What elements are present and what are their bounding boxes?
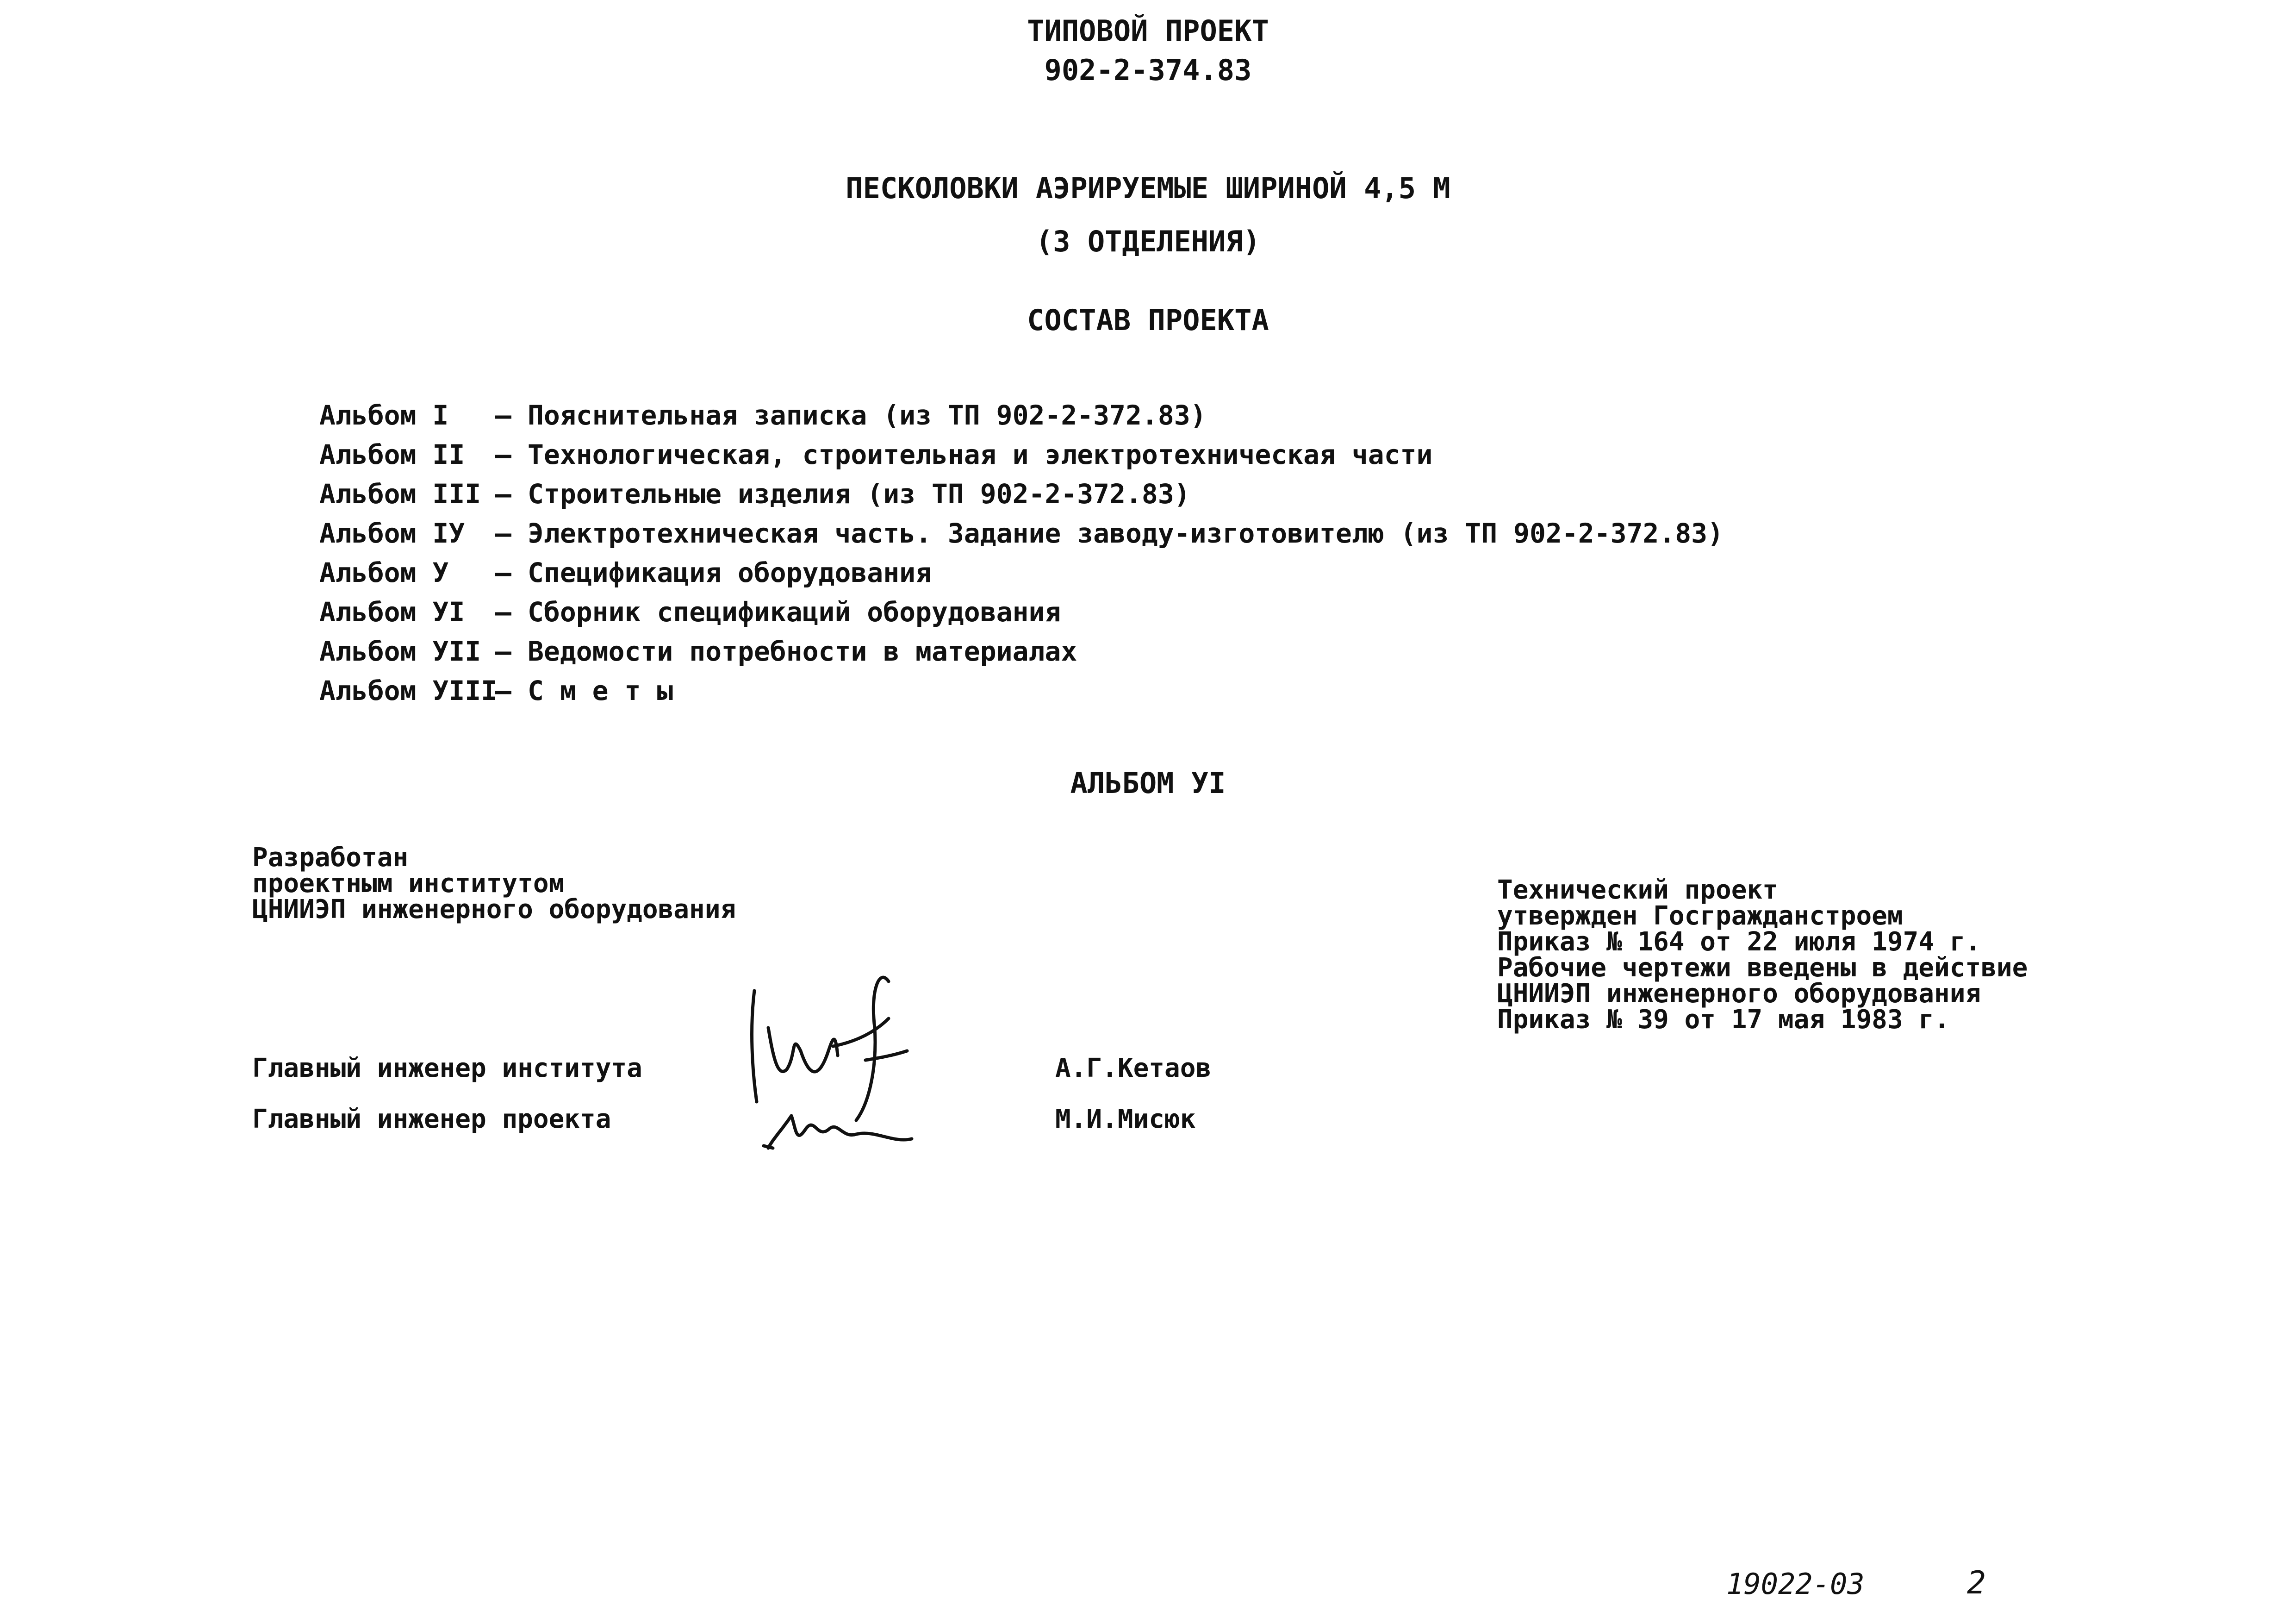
album-text: С м е т ы	[528, 675, 673, 706]
album-text: Спецификация оборудования	[528, 557, 932, 588]
project-title: ПЕСКОЛОВКИ АЭРИРУЕМЫЕ ШИРИНОЙ 4,5 М	[846, 171, 1450, 205]
project-number: 902-2-374.83	[1044, 53, 1252, 87]
document-number: 19022-03	[1726, 1567, 1865, 1601]
signature-stroke	[768, 1116, 912, 1148]
album-row: Альбом УIII – С м е т ы	[319, 671, 1724, 711]
album-text: Строительные изделия (из ТП 902-2-372.83)	[528, 478, 1190, 510]
album-row: Альбом У – Спецификация оборудования	[319, 553, 1724, 593]
signatory-role: Главный инженер проекта	[252, 1104, 611, 1134]
album-label: Альбом I	[319, 400, 449, 431]
approval-line: Приказ № 39 от 17 мая 1983 г.	[1497, 1005, 1950, 1035]
album-label: Альбом III	[319, 478, 481, 510]
signature-stroke	[833, 1018, 889, 1046]
approval-line: Технический проект	[1497, 875, 1778, 905]
album-list	[319, 396, 1724, 711]
signature-stroke	[856, 977, 889, 1120]
developer-line: Разработан	[252, 843, 409, 873]
selected-album-heading: АЛЬБОМ УI	[1070, 766, 1226, 800]
developer-line: проектным институтом	[252, 868, 565, 899]
album-row: Альбом УII – Ведомости потребности в материалах	[319, 632, 1724, 671]
project-type-heading: ТИПОВОЙ ПРОЕКТ	[1027, 14, 1269, 48]
approval-line: утвержден Госгражданстроем	[1497, 901, 1903, 931]
signature-stroke	[865, 1051, 907, 1060]
section-heading: СОСТАВ ПРОЕКТА	[1027, 303, 1269, 337]
developer-block	[252, 845, 736, 923]
signatory-name: М.И.Мисюк	[1055, 1104, 1196, 1134]
signatory-name: А.Г.Кетаов	[1055, 1053, 1212, 1083]
approval-line: ЦНИИЭП инженерного оборудования	[1497, 979, 1981, 1009]
approval-line: Рабочие чертежи введены в действие	[1497, 953, 2028, 983]
album-row: Альбом III – Строительные изделия (из ТП 902-2-372.83)	[319, 475, 1724, 514]
page-number: 2	[1967, 1565, 1986, 1601]
approval-block	[1497, 877, 2028, 1033]
album-text: Электротехническая часть. Задание заводу-изготовителю (из ТП 902-2-372.83)	[528, 518, 1724, 549]
signatory-role: Главный инженер института	[252, 1053, 642, 1083]
album-text: Пояснительная записка (из ТП 902-2-372.83)	[528, 400, 1207, 431]
signature-stroke	[764, 1146, 773, 1148]
project-subtitle: (3 ОТДЕЛЕНИЯ)	[1035, 225, 1261, 258]
handwritten-signature	[736, 963, 967, 1157]
album-text: Технологическая, строительная и электротехническая части	[528, 439, 1433, 470]
album-label: Альбом IУ	[319, 518, 465, 549]
approval-line: Приказ № 164 от 22 июля 1974 г.	[1497, 927, 1981, 957]
album-label: Альбом УIII	[319, 675, 498, 706]
album-text: Сборник спецификаций оборудования	[528, 596, 1061, 628]
album-row: Альбом УI – Сборник спецификаций оборудования	[319, 593, 1724, 632]
album-row: Альбом II – Технологическая, строительная и электротехническая части	[319, 435, 1724, 475]
developer-line: ЦНИИЭП инженерного оборудования	[252, 894, 736, 924]
album-label: Альбом УII	[319, 636, 481, 667]
album-row: Альбом I – Пояснительная записка (из ТП 902-2-372.83)	[319, 396, 1724, 435]
album-label: Альбом УI	[319, 596, 465, 628]
album-label: Альбом У	[319, 557, 449, 588]
album-row: Альбом IУ – Электротехническая часть. Задание заводу-изготовителю (из ТП 902-2-372.83)	[319, 514, 1724, 553]
signature-stroke	[768, 1028, 838, 1072]
album-label: Альбом II	[319, 439, 465, 470]
album-text: Ведомости потребности в материалах	[528, 636, 1077, 667]
signature-stroke	[752, 991, 757, 1102]
